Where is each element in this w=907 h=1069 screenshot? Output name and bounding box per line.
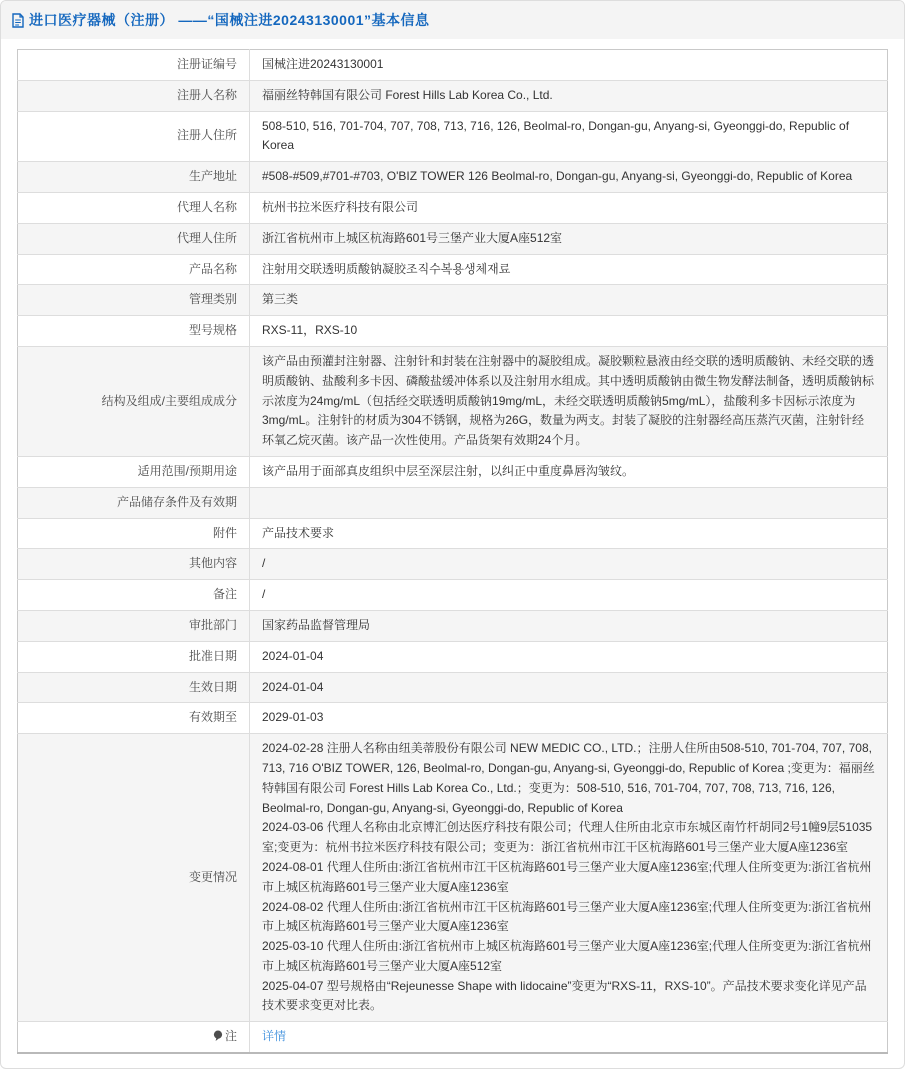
document-icon [11,13,25,28]
row-value-text: 第三类 [262,292,299,307]
table-row [18,80,888,111]
change-history-entry: 2024-03-06 代理人名称由北京博汇创达医疗科技有限公司；代理人住所由北京市东城区南竹杆胡同2号1幢9层51035室;变更为：杭州书拉米医疗科技有限公司；变更为：浙江省杭州市江干区杭海路601号三堡产业大厦A座1236室 [262,820,873,855]
row-label [18,518,250,549]
row-value [250,223,888,254]
row-label [18,254,250,285]
change-history-entry: 2024-02-28 注册人名称由纽美蒂股份有限公司 NEW MEDIC CO., LTD.；注册人住所由508-510, 701-704, 707, 708, 713, 716 O'BIZ TOWER, 126, Beolmal-ro, Dongan-gu, Anyang-si, Gyeonggi-do, Republic of Korea ;变更为：福丽丝特韩国有限公司 Forest Hills Lab Korea Co., Ltd.；变更为：508-510, 516, 701-704, 707, 708, 713, 716, 126, Beolmal-ro, Dongan-gu, Anyang-si, Gyeonggi-do, Republic of Korea [262,741,875,815]
table-row [18,610,888,641]
row-label-text: 变更情况 [188,869,237,884]
row-label-text: 代理人住所 [176,230,237,245]
row-label-text: 批准日期 [188,648,237,663]
row-value-text: 2029-01-03 [262,710,324,725]
row-label [18,285,250,316]
row-label [18,1022,250,1053]
row-value-text: 注射用交联透明质酸钠凝胶조직수복용생체재료 [262,261,511,276]
row-value-text: 浙江省杭州市上城区杭海路601号三堡产业大厦A座512室 [262,230,563,245]
table-row [18,456,888,487]
table-row [18,487,888,518]
table-row [18,734,888,1022]
table-row [18,50,888,81]
row-label-text: 代理人名称 [176,199,237,214]
row-label-text: 产品储存条件及有效期 [116,494,237,509]
row-label-text: 注 [224,1029,237,1044]
row-value-text: 福丽丝特韩国有限公司 Forest Hills Lab Korea Co., Ltd. [262,87,553,102]
row-label-text: 注册证编号 [176,57,237,71]
row-value-text: 杭州书拉米医疗科技有限公司 [262,199,419,214]
row-value [250,162,888,193]
device-info-table [17,49,888,1054]
table-row [18,254,888,285]
table-row [18,580,888,611]
row-label [18,162,250,193]
row-value [250,703,888,734]
row-label [18,580,250,611]
row-label-text: 注册人名称 [176,87,237,102]
table-row [18,672,888,703]
row-value [250,346,888,456]
row-value [250,610,888,641]
row-value [250,1022,888,1053]
row-value [250,641,888,672]
row-label [18,672,250,703]
row-label [18,734,250,1022]
row-value [250,734,888,1022]
table-row [18,346,888,456]
change-history-entry: 2024-08-01 代理人住所由:浙江省杭州市江干区杭海路601号三堡产业大厦A座1236室;代理人住所变更为:浙江省杭州市上城区杭海路601号三堡产业大厦A座1236室 [262,859,872,894]
row-label [18,316,250,347]
change-history-entry: 2025-03-10 代理人住所由:浙江省杭州市上城区杭海路601号三堡产业大厦A座1236室;代理人住所变更为:浙江省杭州市上城区杭海路601号三堡产业大厦A座512室 [262,939,872,973]
row-value [250,487,888,518]
row-label [18,80,250,111]
page-header [1,1,904,39]
info-table-container [1,39,904,1068]
row-value [250,316,888,347]
page-title: 进口医疗器械（注册） ——“国械注进20243130001”基本信息 [29,12,430,28]
row-label [18,703,250,734]
row-label [18,610,250,641]
table-row [18,1022,888,1053]
row-value [250,192,888,223]
row-value-text: 产品技术要求 [262,525,335,540]
row-label [18,192,250,223]
row-value-text: 国械注进20243130001 [262,57,384,71]
row-label-text: 生效日期 [188,679,237,694]
row-value [250,254,888,285]
row-value-text: 该产品用于面部真皮组织中层至深层注射，以纠正中重度鼻唇沟皱纹。 [262,463,635,478]
row-label-text: 有效期至 [188,710,237,725]
row-value-text: / [262,556,266,571]
row-label [18,223,250,254]
change-history-entry: 2024-08-02 代理人住所由:浙江省杭州市江干区杭海路601号三堡产业大厦A座1236室;代理人住所变更为:浙江省杭州市上城区杭海路601号三堡产业大厦A座1236室 [262,899,872,934]
row-label-text: 型号规格 [188,323,237,338]
row-label-text: 其他内容 [188,556,237,571]
row-label [18,111,250,162]
row-value-text: #508-#509,#701-#703, O'BIZ TOWER 126 Beolmal-ro, Dongan-gu, Anyang-si, Gyeonggi-do, Republic of Korea [262,169,853,184]
table-row [18,162,888,193]
row-label-text: 管理类别 [188,292,237,307]
row-label-text: 附件 [212,525,237,540]
row-value [250,111,888,162]
row-value [250,456,888,487]
row-label-text: 审批部门 [188,617,237,632]
row-label [18,549,250,580]
note-pin-icon [213,1030,223,1042]
table-row [18,223,888,254]
table-row [18,518,888,549]
row-value-text: RXS-11，RXS-10 [262,323,358,338]
row-value [250,285,888,316]
row-label-text: 结构及组成/主要组成成分 [101,393,237,408]
row-label-text: 注册人住所 [176,128,237,143]
row-label [18,346,250,456]
table-row [18,111,888,162]
row-value [250,672,888,703]
row-value-text: 国家药品监督管理局 [262,617,371,632]
details-link[interactable]: 详情 [262,1029,287,1044]
row-label [18,487,250,518]
row-value [250,580,888,611]
row-value [250,50,888,81]
row-label [18,641,250,672]
row-value-text: 2024-01-04 [262,648,324,663]
row-label-text: 生产地址 [188,169,237,184]
row-value [250,518,888,549]
table-row [18,316,888,347]
table-row [18,641,888,672]
table-row [18,703,888,734]
table-row [18,549,888,580]
row-label-text: 备注 [212,587,237,602]
row-label-text: 产品名称 [188,261,237,276]
row-value-text: 该产品由预灌封注射器、注射针和封装在注射器中的凝胶组成。凝胶颗粒悬液由经交联的透明质酸钠、未经交联的透明质酸钠、盐酸利多卡因、磷酸盐缓冲体系以及注射用水组成。其中透明质酸钠由微生物发酵法制备，透明质酸钠标示浓度为24mg/mL（包括经交联透明质酸钠19mg/mL，未经交联透明质酸钠5mg/mL），盐酸利多卡因标示浓度为3mg/mL。注射针的材质为304不锈钢，规格为26G，数量为两支。封装了凝胶的注射器经高压蒸汽灭菌，注射针经环氧乙烷灭菌。该产品一次性使用。产品货架有效期24个月。 [262,353,875,448]
table-row [18,192,888,223]
row-label [18,50,250,81]
row-label-text: 适用范围/预期用途 [137,463,237,478]
row-value-text: 508-510, 516, 701-704, 707, 708, 713, 716, 126, Beolmal-ro, Dongan-gu, Anyang-si, Gyeonggi-do, Republic of Korea [262,118,850,153]
row-value [250,80,888,111]
table-row [18,285,888,316]
row-label [18,456,250,487]
change-history-entry: 2025-04-07 型号规格由“Rejeunesse Shape with lidocaine”变更为“RXS-11，RXS-10”。产品技术要求变化详见产品技术要求变更对比表。 [262,978,867,1013]
row-value [250,549,888,580]
row-value-text: 2024-01-04 [262,679,324,694]
row-value-text: / [262,587,266,602]
